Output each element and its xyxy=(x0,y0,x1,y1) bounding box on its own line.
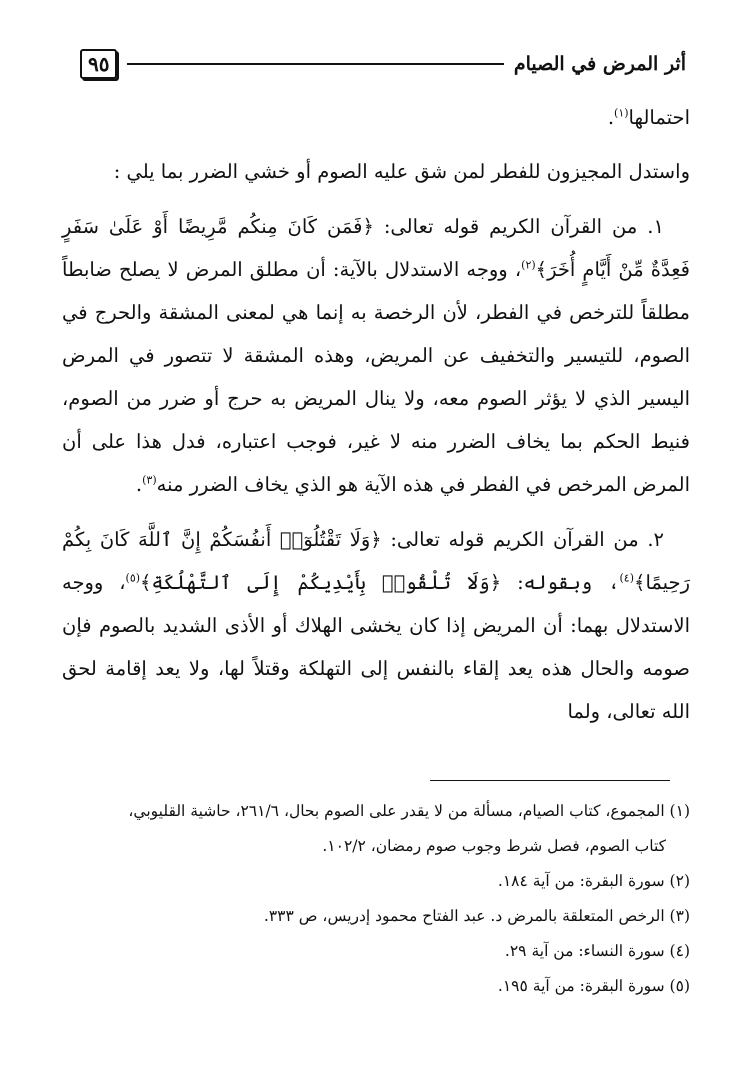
running-header xyxy=(80,46,686,82)
footnote-ref: (١) xyxy=(614,106,629,120)
intro-paragraph: واستدل المجيزون للفطر لمن شق عليه الصوم أو خشي الضرر بما يلي : xyxy=(113,160,690,183)
main-text xyxy=(62,96,690,733)
evidence-item-1: ١. من القرآن الكريم قوله تعالى: ﴿فَمَن كَانَ مِنكُم مَّرِيضًا أَوْ عَلَىٰ سَفَرٍ فَعِدَّةٌ مِّنْ أَيَّامٍ أُخَرَ﴾$^{(٢)}$، ووجه الاستدلال بالآية: أن مطلق المرض لا يصلح ضابطاً مطلقاً للترخص في الفطر، لأن الرخصة به إنما هي لمعنى المشقة والحرج في الصوم، للتيسير والتخفيف عن المريض، وهذه المشقة لا تتصور في المرض اليسير الذي لا يؤثر الصوم معه، ولا ينال المريض به حرج أو ضرر من الصوم، فنيط الحكم بما يخاف الضرر منه لا غير، فوجب اعتباره، فدل هذا على أن المرض المرخص في الفطر في هذه الآية هو الذي يخاف الضرر منه$^{(٣)}$. xyxy=(62,215,690,496)
footnote-2: (٢) سورة البقرة: من آية ١٨٤. xyxy=(497,872,690,890)
item1-verse: ﴿فَمَن كَانَ مِنكُم مَّرِيضًا أَوْ عَلَىٰ سَفَرٍ فَعِدَّةٌ مِّنْ أَيَّامٍ أُخَرَ﴾ xyxy=(62,215,690,281)
footnote-5: (٥) سورة البقرة: من آية ١٩٥. xyxy=(497,977,690,995)
header-rule xyxy=(127,63,503,65)
footnote-4: (٤) سورة النساء: من آية ٢٩. xyxy=(504,942,690,960)
evidence-item-2 xyxy=(62,518,690,733)
chapter-title: أثر المرض في الصيام xyxy=(513,53,686,75)
item2-connector: ، وبقوله: xyxy=(517,571,620,594)
item1-lead: ١. من القرآن الكريم قوله تعالى: xyxy=(383,215,664,238)
item2-text: ، ووجه الاستدلال بهما: أن المريض إذا كان يخشى الهلاك أو الأذى الشديد بالصوم فإن صومه والحال هذه يعد إلقاء بالنفس إلى التهلكة وقتلاً لها، ولا يعد إقامة لحق الله تعالى، ولما xyxy=(62,571,690,723)
item2-verse-2: ﴿وَلَا تُلْقُوا۟ بِأَيْدِيكُمْ إِلَى ٱلتَّهْلُكَةِ﴾ xyxy=(140,571,502,594)
footnotes xyxy=(62,794,690,1004)
item1-text: ، ووجه الاستدلال بالآية: أن مطلق المرض لا يصلح ضابطاً مطلقاً للترخص في الفطر، لأن الرخصة به إنما هي لمعنى المشقة والحرج في الصوم، للتيسير والتخفيف عن المريض، وهذه المشقة لا تتصور في المرض اليسير الذي لا يؤثر الصوم معه، ولا ينال المريض به حرج أو ضرر من الصوم، فنيط الحكم بما يخاف الضرر منه لا غير، فوجب اعتباره، فدل هذا على أن المرض المرخص في الفطر في هذه الآية هو الذي يخاف الضرر منه xyxy=(62,258,690,496)
footnote-divider xyxy=(430,780,670,781)
footnote-ref: (٣) xyxy=(142,473,157,487)
footnote-1: (١) المجموع، كتاب الصيام، مسألة من لا يقدر على الصوم بحال، ٢٦١/٦، حاشية القليوبي، xyxy=(128,802,690,820)
footnote-1-continued: كتاب الصوم، فصل شرط وجوب صوم رمضان، ١٠٢/٢. xyxy=(322,837,666,855)
footnote-ref: (٥) xyxy=(125,571,141,585)
footnote-ref: (٤) xyxy=(619,571,635,585)
footnote-3: (٣) الرخص المتعلقة بالمرض د. عبد الفتاح محمود إدريس، ص ٣٣٣. xyxy=(263,907,690,925)
page-number: ٩٥ xyxy=(80,49,117,79)
continuation-line: احتمالها$^{(١)}$. xyxy=(607,106,690,129)
item2-lead: ٢. من القرآن الكريم قوله تعالى: xyxy=(390,528,664,551)
item2-verse-1: ﴿وَلَا تَقْتُلُوٓا۟ أَنفُسَكُمْ إِنَّ ٱللَّهَ كَانَ بِكُمْ رَحِيمًا﴾ xyxy=(62,528,691,594)
continuation-text: احتمالها xyxy=(628,106,690,129)
footnote-ref: (٢) xyxy=(521,258,536,272)
